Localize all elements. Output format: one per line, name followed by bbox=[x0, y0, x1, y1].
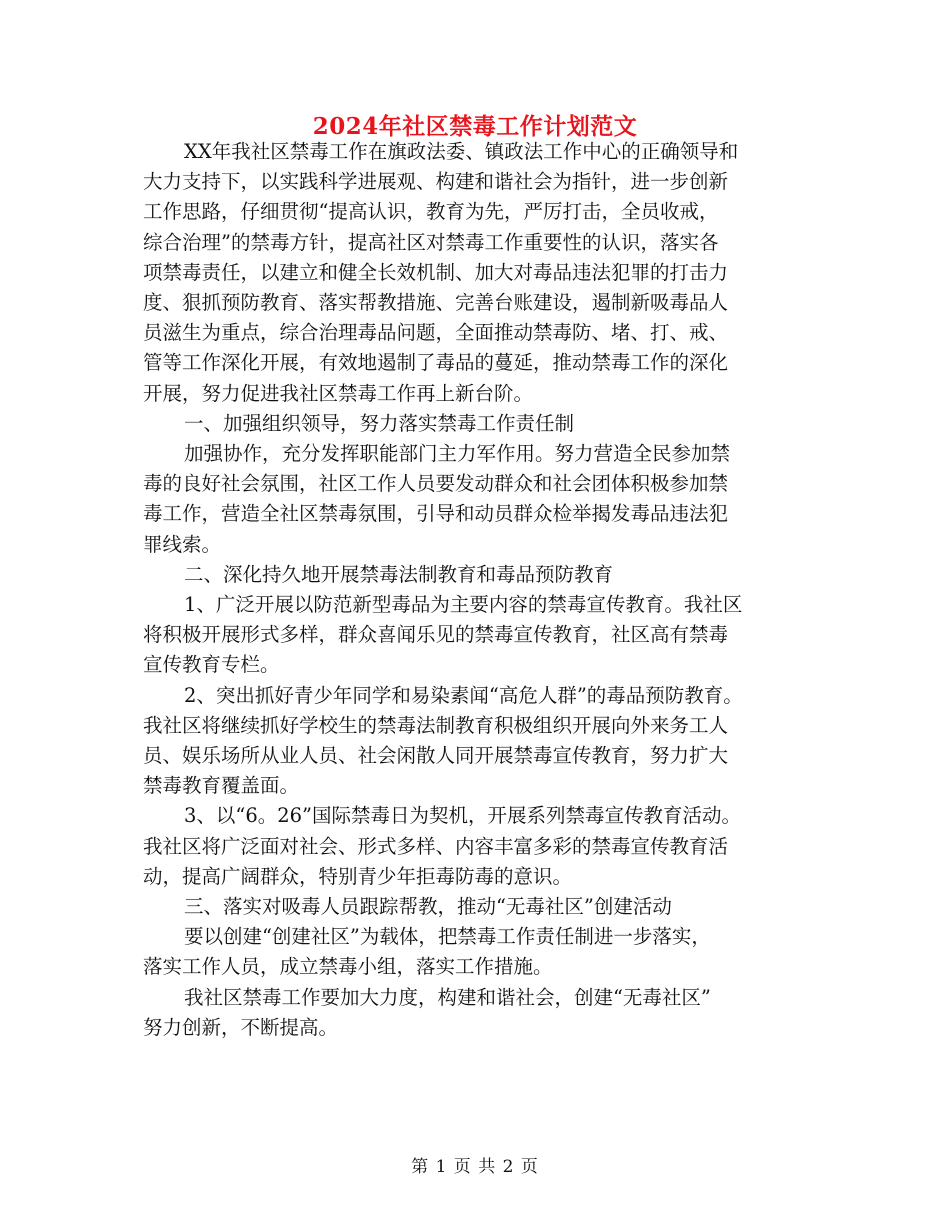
section-heading-1 bbox=[143, 409, 807, 439]
document-body bbox=[143, 137, 807, 1043]
line: 落实工作人员，成立禁毒小组，落实工作措施。 bbox=[143, 955, 553, 979]
line: 项禁毒责任，以建立和健全长效机制、加大对毒品违法犯罪的打击力 bbox=[143, 260, 729, 284]
line: XX年我社区禁毒工作在旗政法委、镇政法工作中心的正确领导和 bbox=[183, 140, 739, 163]
document-title: 2024年社区禁毒工作计划范文 bbox=[312, 113, 638, 140]
paragraph-3 bbox=[143, 590, 807, 681]
line: 工作思路，仔细贯彻“提高认识，教育为先，严厉打击，全员收戒， bbox=[143, 200, 719, 224]
line: 努力创新，不断提高。 bbox=[143, 1015, 339, 1039]
line: 将积极开展形式多样，群众喜闻乐见的禁毒宣传教育，社区高有禁毒 bbox=[143, 623, 729, 647]
line: 员、娱乐场所从业人员、社会闲散人同开展禁毒宣传教育，努力扩大 bbox=[143, 744, 729, 768]
line: 度、狠抓预防教育、落实帮教措施、完善台账建设，遏制新吸毒品人 bbox=[143, 291, 729, 315]
paragraph-5 bbox=[143, 801, 807, 892]
line: 毒的良好社会氛围，社区工作人员要发动群众和社会团体积极参加禁 bbox=[143, 472, 729, 496]
line: 要以创建“创建社区”为载体，把禁毒工作责任制进一步落实， bbox=[183, 925, 711, 949]
line: 1、广泛开展以防范新型毒品为主要内容的禁毒宣传教育。我社区 bbox=[183, 593, 743, 617]
paragraph-2 bbox=[143, 439, 807, 560]
line: 宣传教育专栏。 bbox=[143, 653, 280, 677]
line: 动，提高广阔群众，特别青少年拒毒防毒的意识。 bbox=[143, 864, 573, 888]
line: 罪线索。 bbox=[143, 532, 222, 556]
line: 我社区禁毒工作要加大力度，构建和谐社会，创建“无毒社区” bbox=[183, 985, 711, 1009]
line: 三、落实对吸毒人员跟踪帮教，推动“无毒社区”创建活动 bbox=[183, 895, 672, 919]
line: 禁毒教育覆盖面。 bbox=[143, 774, 300, 798]
paragraph-7 bbox=[143, 983, 807, 1043]
line: 综合治理”的禁毒方针，提高社区对禁毒工作重要性的认识，落实各 bbox=[143, 230, 719, 254]
paragraph-6 bbox=[143, 922, 807, 982]
line: 毒工作，营造全社区禁毒氛围，引导和动员群众检举揭发毒品违法犯 bbox=[143, 502, 729, 526]
line: 大力支持下，以实践科学进展观、构建和谐社会为指针，进一步创新 bbox=[143, 170, 729, 194]
line: 我社区将继续抓好学校生的禁毒法制教育积极组织开展向外来务工人 bbox=[143, 713, 729, 737]
line: 一、加强组织领导，努力落实禁毒工作责任制 bbox=[183, 411, 574, 435]
section-heading-3 bbox=[143, 892, 807, 922]
line: 二、深化持久地开展禁毒法制教育和毒品预防教育 bbox=[183, 562, 613, 586]
line: 开展，努力促进我社区禁毒工作再上新台阶。 bbox=[143, 381, 534, 405]
paragraph-4 bbox=[143, 681, 807, 802]
line: 员滋生为重点，综合治理毒品问题，全面推动禁毒防、堵、打、戒、 bbox=[143, 321, 729, 345]
line: 管等工作深化开展，有效地遏制了毒品的蔓延，推动禁毒工作的深化 bbox=[143, 351, 729, 375]
section-heading-2 bbox=[143, 560, 807, 590]
line: 我社区将广泛面对社会、形式多样、内容丰富多彩的禁毒宣传教育活 bbox=[143, 834, 729, 858]
line: 3、以“6。26”国际禁毒日为契机，开展系列禁毒宣传教育活动。 bbox=[183, 804, 742, 828]
line: 2、突出抓好青少年同学和易染素闻“高危人群”的毒品预防教育。 bbox=[183, 683, 743, 707]
page-footer: 第 1 页 共 2 页 bbox=[411, 1157, 539, 1177]
paragraph-1 bbox=[143, 137, 807, 409]
line: 加强协作，充分发挥职能部门主力军作用。努力营造全民参加禁 bbox=[183, 442, 730, 466]
